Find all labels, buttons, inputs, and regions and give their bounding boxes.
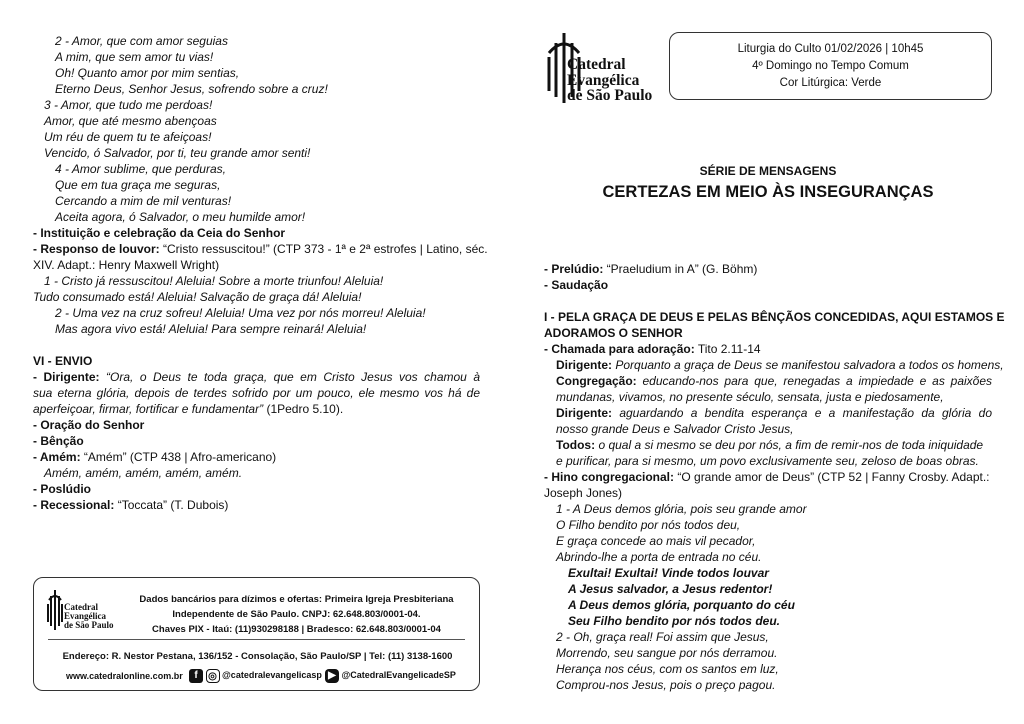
header-logo-text [567, 57, 652, 104]
preludio-label: - Prelúdio: [544, 262, 604, 276]
instagram-handle: @catedralevangelicasp [222, 670, 322, 680]
info-line: Liturgia do Culto 01/02/2026 | 10h45 [737, 43, 924, 55]
ceia-item: - Instituição e celebração da Ceia do Senhor [33, 226, 286, 240]
todos-line [556, 437, 983, 453]
hymn-line: Cercando a mim de mil venturas! [55, 194, 232, 208]
youtube-social[interactable] [325, 667, 456, 683]
hymn-line: E graça concede ao mais vil pecador, [556, 534, 756, 548]
hymn-line: 2 - Amor, que com amor seguias [55, 34, 228, 48]
responso-text: “Cristo ressuscitou!” (CTP 373 - 1ª e 2ª estrofes | Latino, séc. [159, 242, 488, 256]
hino-item [544, 469, 990, 485]
chamada-item [544, 341, 761, 357]
dirigente-line: sua eterna glória, depois de terdes sofrido por um pouco, ele mesmo vos há de [33, 386, 480, 400]
preludio-text: “Praeludium in A” (G. Böhm) [603, 262, 758, 276]
amem-label: - Amém: [33, 450, 81, 464]
hymn-line: Morrendo, seu sangue por nós derramou. [556, 646, 778, 660]
hymn-line: Que em tua graça me seguras, [55, 178, 221, 192]
dirigente-line [33, 369, 480, 385]
info-line: Cor Litúrgica: Verde [779, 77, 882, 89]
dirigente-line [556, 357, 1004, 373]
hino-text: “O grande amor de Deus” (CTP 52 | Fanny Crosby. Adapt.: [674, 470, 990, 484]
hymn-line: Oh! Quanto amor por mim sentias, [55, 66, 240, 80]
info-line: 4º Domingo no Tempo Comum [752, 60, 909, 72]
dirigente-label: - Dirigente: [33, 370, 100, 384]
responso-line: 1 - Cristo já ressuscitou! Aleluia! Sobre a morte triunfou! Aleluia! [44, 274, 384, 288]
liturgy-info-box [669, 32, 992, 100]
responso-item [33, 241, 488, 257]
dirigente-text: aperfeiçoar, firmar, fortificar e fundamentar” [33, 402, 264, 416]
hymn-line: 4 - Amor sublime, que perduras, [55, 162, 226, 176]
responso-line: 2 - Uma vez na cruz sofreu! Aleluia! Uma vez por nós morreu! Aleluia! [55, 306, 426, 320]
logo-line: Evangélica [64, 611, 106, 621]
website-link[interactable]: www.catedralonline.com.br [66, 671, 183, 681]
instagram-social[interactable] [189, 667, 322, 683]
posludio-item: - Poslúdio [33, 482, 91, 496]
dirigente-ref: (1Pedro 5.10). [263, 402, 344, 416]
recessional-item [33, 497, 228, 513]
hymn-line: Vencido, ó Salvador, por ti, teu grande amor senti! [44, 146, 311, 160]
address: Endereço: R. Nestor Pestana, 136/152 - Consolação, São Paulo/SP | Tel: (11) 3138-1600 [62, 651, 453, 662]
bencao-item: - Bênção [33, 434, 84, 448]
logo-line: Evangélica [567, 71, 640, 89]
refrain-line: Seu Filho bendito por nós todos deu. [568, 614, 780, 628]
amem-item [33, 449, 276, 465]
refrain-line: A Deus demos glória, porquanto do céu [568, 598, 795, 612]
dirigente-line: nosso grande Deus e Salvador Cristo Jesus, [556, 422, 794, 436]
bank-line: Chaves PIX - Itaú: (11)930298188 | Bradesco: 62.648.803/0001-04 [152, 624, 441, 635]
dirigente-label: Dirigente: [556, 358, 613, 372]
dirigente-text: aguardando a bendita esperança e a manifestação da glória do [612, 406, 992, 420]
logo-line: de São Paulo [567, 87, 653, 104]
hymn-line: Aceita agora, ó Salvador, o meu humilde amor! [55, 210, 306, 224]
recessional-label: - Recessional: [33, 498, 115, 512]
todos-line: e purificar, para si mesmo, um povo exclusivamente seu, zeloso de boas obras. [556, 454, 979, 468]
series-label: SÉRIE DE MENSAGENS [699, 164, 837, 178]
amem-line: Amém, amém, amém, amém, amém. [44, 466, 243, 480]
logo-line: de São Paulo [64, 620, 114, 630]
bank-line: Dados bancários para dízimos e ofertas: Primeira Igreja Presbiteriana [139, 594, 454, 605]
refrain-line: A Jesus salvador, a Jesus redentor! [568, 582, 773, 596]
recessional-text: “Toccata” (T. Dubois) [114, 498, 229, 512]
congregacao-text: educando-nos para que, renegadas a impiedade e as paixões [636, 374, 992, 388]
cathedral-logo-icon [47, 590, 63, 630]
facebook-icon: f [189, 669, 203, 683]
youtube-handle: @CatedralEvangelicadeSP [341, 670, 456, 680]
refrain-line: Exultai! Exultai! Vinde todos louvar [568, 566, 769, 580]
hymn-line: 2 - Oh, graça real! Foi assim que Jesus, [556, 630, 769, 644]
section-title: ADORAMOS O SENHOR [544, 326, 683, 340]
envio-title: VI - ENVIO [33, 354, 93, 368]
todos-text: o qual a si mesmo se deu por nós, a fim de remir-nos de toda iniquidade [595, 438, 984, 452]
hymn-line: Comprou-nos Jesus, pois o preço pagou. [556, 678, 776, 692]
oracao-item: - Oração do Senhor [33, 418, 145, 432]
section-title: I - PELA GRAÇA DE DEUS E PELAS BÊNÇÃOS CONCEDIDAS, AQUI ESTAMOS E [544, 310, 1005, 324]
responso-line: Mas agora vivo está! Aleluia! Para sempre reinará! Aleluia! [55, 322, 367, 336]
bank-info [124, 592, 469, 637]
chamada-ref: Tito 2.11-14 [694, 342, 761, 356]
preludio-item [544, 261, 757, 277]
dirigente-line [33, 401, 343, 417]
hino-text-2: Joseph Jones) [544, 486, 623, 500]
responso-text-2: XIV. Adapt.: Henry Maxwell Wright) [33, 258, 220, 272]
hymn-line: O Filho bendito por nós todos deu, [556, 518, 741, 532]
hymn-line: Abrindo-lhe a porta de entrada no céu. [556, 550, 762, 564]
todos-label: Todos: [556, 438, 596, 452]
hymn-line: 1 - A Deus demos glória, pois seu grande amor [556, 502, 807, 516]
hymn-line: A mim, que sem amor tu vias! [55, 50, 214, 64]
footer-logo-text [64, 603, 114, 630]
responso-label: - Responso de louvor: [33, 242, 160, 256]
dirigente-label: Dirigente: [556, 406, 613, 420]
hymn-line: Um réu de quem tu te afeiçoas! [44, 130, 212, 144]
chamada-label: - Chamada para adoração: [544, 342, 695, 356]
logo-line: Catedral [64, 602, 98, 612]
dirigente-text: Porquanto a graça de Deus se manifestou salvadora a todos os homens, [612, 358, 1004, 372]
amem-text: “Amém” (CTP 438 | Afro-americano) [80, 450, 277, 464]
dirigente-text: “Ora, o Deus te toda graça, que em Cristo Jesus vos chamou à [106, 370, 480, 384]
footer-box [33, 577, 480, 691]
series-title: CERTEZAS EM MEIO ÀS INSEGURANÇAS [602, 183, 934, 201]
congregacao-label: Congregação: [556, 374, 637, 388]
dirigente-line [556, 405, 992, 421]
congregacao-line [556, 373, 992, 389]
saudacao-item: - Saudação [544, 278, 609, 292]
logo-line: Catedral [567, 56, 626, 73]
congregacao-line: mundanas, vivamos, no presente século, sensata, justa e piedosamente, [556, 390, 944, 404]
responso-line: Tudo consumado está! Aleluia! Salvação de graça dá! Aleluia! [33, 290, 362, 304]
bank-line: Independente de São Paulo. CNPJ: 62.648.803/0001-04. [172, 609, 421, 620]
youtube-icon: ▶ [325, 669, 339, 683]
footer-divider [48, 639, 465, 640]
hymn-line: 3 - Amor, que tudo me perdoas! [44, 98, 213, 112]
hymn-line: Eterno Deus, Senhor Jesus, sofrendo sobre a cruz! [55, 82, 328, 96]
liturgy-info [670, 41, 991, 92]
hino-label: - Hino congregacional: [544, 470, 675, 484]
hymn-line: Amor, que até mesmo abençoas [44, 114, 217, 128]
instagram-icon: ◎ [206, 669, 220, 683]
hymn-line: Herança nos céus, com os santos em luz, [556, 662, 779, 676]
